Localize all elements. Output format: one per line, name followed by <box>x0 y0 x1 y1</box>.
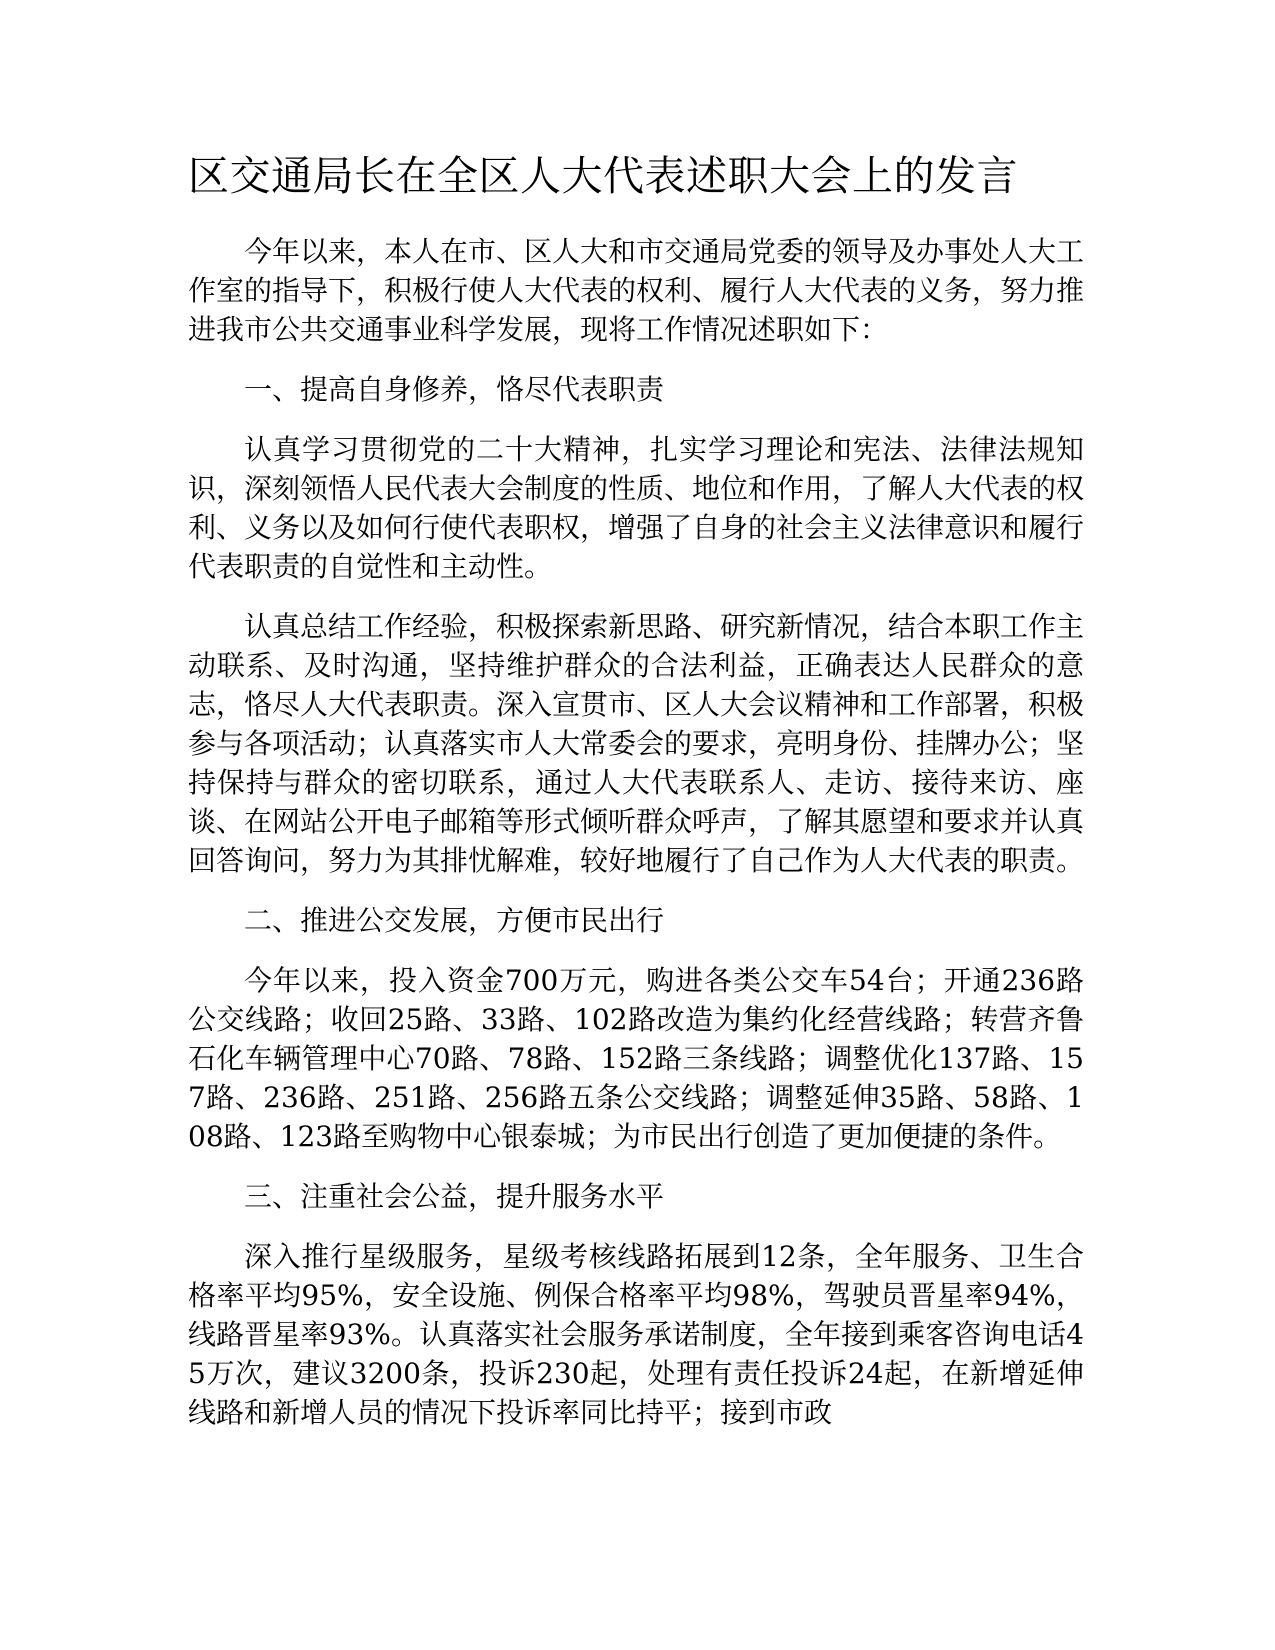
section-heading-1: 一、提高自身修养，恪尽代表职责 <box>244 373 665 406</box>
body-paragraph: 深入推行星级服务，星级考核线路拓展到12条，全年服务、卫生合格率平均95%，安全设施、例保合格率平均98%，驾驶员晋星率94%，线路晋星率93%。认真落实社会服务承诺制度，全年接到乘客咨询电话45万次，建议3200条，投诉230起，处理有责任投诉24起，在新增延伸线路和新增人员的情况下投诉率同比持平；接到市政 <box>188 1240 1084 1429</box>
document-title: 区交通局长在全区人大代表述职大会上的发言 <box>188 152 1018 200</box>
body-paragraph: 今年以来，投入资金700万元，购进各类公交车54台；开通236路公交线路；收回25路、33路、102路改造为集约化经营线路；转营齐鲁石化车辆管理中心70路、78路、152路三条线路；调整优化137路、157路、236路、251路、256路五条公交线路；调整延伸35路、58路、108路、123路至购物中心银泰城；为市民出行创造了更加便捷的条件。 <box>188 964 1084 1153</box>
section-heading-3: 三、注重社会公益，提升服务水平 <box>244 1180 665 1213</box>
document-body <box>188 232 1084 1432</box>
section-heading-2: 二、推进公交发展，方便市民出行 <box>244 904 665 937</box>
body-paragraph: 认真学习贯彻党的二十大精神，扎实学习理论和宪法、法律法规知识，深刻领悟人民代表大会制度的性质、地位和作用，了解人大代表的权利、义务以及如何行使代表职权，增强了自身的社会主义法律意识和履行代表职责的自觉性和主动性。 <box>188 433 1085 583</box>
document-page <box>188 148 1084 1453</box>
body-paragraph: 认真总结工作经验，积极探索新思路、研究新情况，结合本职工作主动联系、及时沟通，坚持维护群众的合法利益，正确表达人民群众的意志，恪尽人大代表职责。深入宣贯市、区人大会议精神和工作部署，积极参与各项活动；认真落实市人大常委会的要求，亮明身份、挂牌办公；坚持保持与群众的密切联系，通过人大代表联系人、走访、接待来访、座谈、在网站公开电子邮箱等形式倾听群众呼声，了解其愿望和要求并认真回答询问，努力为其排忧解难，较好地履行了自己作为人大代表的职责。 <box>188 610 1085 877</box>
intro-paragraph: 今年以来，本人在市、区人大和市交通局党委的领导及办事处人大工作室的指导下，积极行使人大代表的权利、履行人大代表的义务，努力推进我市公共交通事业科学发展，现将工作情况述职如下： <box>188 235 1085 346</box>
